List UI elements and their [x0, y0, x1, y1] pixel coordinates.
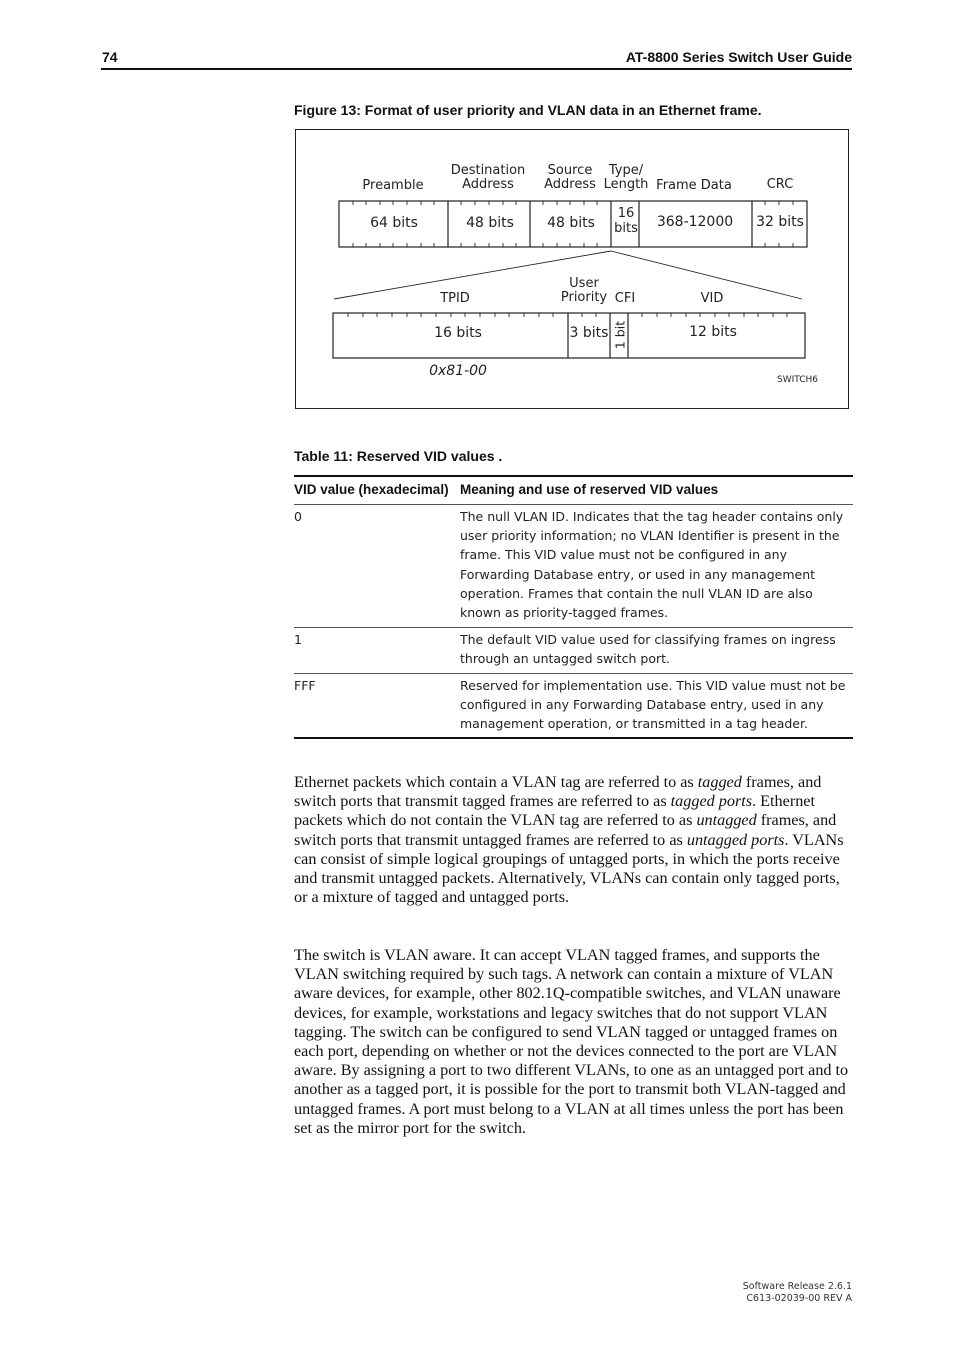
size-user-priority: 3 bits: [569, 325, 609, 341]
table-cell-meaning: The default VID value used for classifying frames on ingress through an untagged switch port.: [460, 632, 836, 667]
label-cfi: CFI: [614, 291, 636, 306]
table-bottom-rule: [294, 737, 853, 739]
size-destination-address: 48 bits: [466, 215, 514, 231]
label-preamble: Preamble: [362, 178, 424, 193]
body-paragraph-1: Ethernet packets which contain a VLAN tag are referred to as tagged frames, and switch ports that transmit tagged frames are referred to as tagged ports. Ethernet packets which do not contain the VLAN tag are referred to as untagged frames, and switch ports that transmit untagged frames are referred to as untagged ports. VLANs can consist of simple logical groupings of untagged ports, in which the ports receive and transmit untagged packets. Alternatively, VLANs can contain only tagged ports, or a mixture of tagged and untagged ports.: [294, 773, 844, 907]
table-caption: Table 11: Reserved VID values .: [294, 448, 503, 464]
size-tpid: 16 bits: [434, 325, 482, 341]
table-row-divider: [294, 673, 853, 674]
table-top-rule: [294, 475, 853, 477]
table-cell-meaning: The null VLAN ID. Indicates that the tag header contains only user priority information; no VLAN Identifier is present in the frame. This VID value must not be configured in any Forwarding Database entry, or used in any management operation. Frames that contain the null VLAN ID are also known as priority-tagged frames.: [460, 509, 844, 621]
tpid-value: 0x81-00: [429, 363, 487, 379]
table-header-vid: VID value (hexadecimal): [294, 482, 449, 497]
footer: [743, 1281, 852, 1305]
label-vid: VID: [700, 291, 724, 306]
size-vid: 12 bits: [689, 324, 737, 340]
table-cell-vid: FFF: [294, 678, 316, 693]
table-header-rule: [294, 504, 853, 505]
label-crc: CRC: [766, 177, 794, 192]
size-frame-data: 368-12000: [656, 214, 734, 230]
guide-title: AT-8800 Series Switch User Guide: [625, 49, 852, 65]
label-source-address: Source Address: [544, 163, 596, 192]
label-type-length: Type/ Length: [603, 163, 649, 192]
size-preamble: 64 bits: [370, 215, 418, 231]
label-user-priority: User Priority: [560, 276, 608, 305]
body-paragraph-2: The switch is VLAN aware. It can accept VLAN tagged frames, and supports the VLAN switching required by such tags. A network can contain a mixture of VLAN aware devices, for example, other 802.1Q-compatible switches, and VLAN unaware devices, for example, workstations and legacy switches that do not support VLAN tagging. The switch can be configured to send VLAN tagged or untagged frames on each port, depending on whether or not the devices connected to the port are VLAN aware. By assigning a port to two different VLANs, to one as an untagged port and to another as a tagged port, it is possible for the port to transmit both VLAN-tagged and untagged frames. A port must belong to a VLAN at all times unless the port has been set as the mirror port for the switch.: [294, 946, 849, 1137]
table-header-meaning: Meaning and use of reserved VID values: [460, 482, 719, 497]
size-type-length: 16 bits: [614, 206, 638, 236]
table-cell-meaning: Reserved for implementation use. This VID value must not be configured in any Forwarding Database entry, used in any management operation, or transmitted in a tag header.: [460, 678, 846, 732]
label-frame-data: Frame Data: [656, 178, 732, 193]
figure-id: SWITCH6: [777, 375, 819, 385]
table-cell-vid: 0: [294, 509, 302, 524]
frame-diagram: [0, 0, 954, 420]
page-number: 74: [102, 49, 118, 65]
size-source-address: 48 bits: [547, 215, 595, 231]
table-row-divider: [294, 627, 853, 628]
size-cfi: 1 bit: [612, 320, 628, 350]
figure-caption: Figure 13: Format of user priority and VLAN data in an Ethernet frame.: [294, 102, 762, 118]
footer-release: Software Release 2.6.1: [742, 1281, 852, 1292]
table-cell-vid: 1: [294, 632, 302, 647]
footer-doc-number: C613-02039-00 REV A: [746, 1293, 852, 1304]
label-tpid: TPID: [440, 291, 470, 306]
size-crc: 32 bits: [756, 214, 804, 230]
label-destination-address: Destination Address: [450, 163, 526, 192]
